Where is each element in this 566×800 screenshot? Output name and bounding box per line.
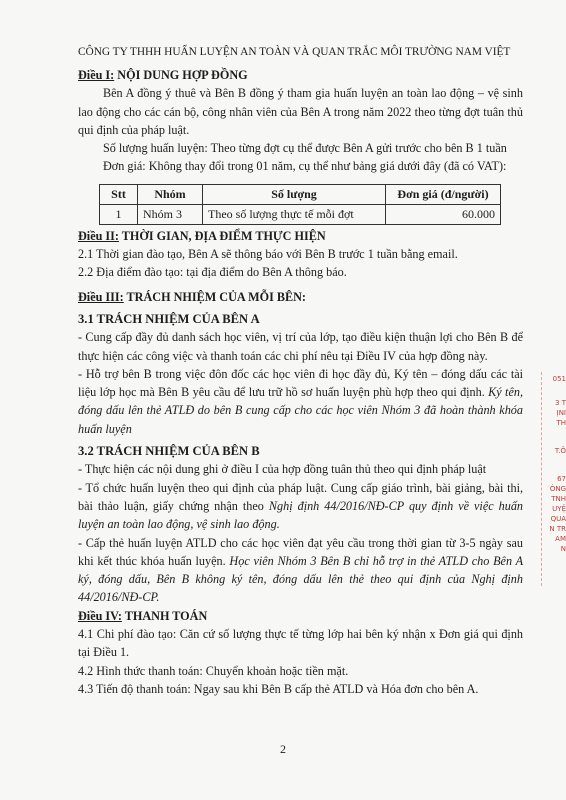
stamp-text: TH [556,419,566,427]
article-2-label: Điều II: [78,228,119,243]
article-3-title: TRÁCH NHIỆM CỦA MỖI BÊN: [126,289,306,304]
stamp-text: N TR [549,525,566,533]
stamp-text: ỊNI [556,409,566,417]
article-2-item-2: 2.2 Địa điểm đào tạo: tại địa điểm do Bên A thông báo. [78,265,347,280]
table-row [100,204,501,224]
table-cell: Theo số lượng thực tế mỗi đợt [203,204,386,224]
party-b-duty-2-text: - Tổ chức huấn luyện theo qui định của pháp luật. Cung cấp giáo trình, bài giảng, bài thi, bài thảo luận, giấy chứng nhận theo [78,480,523,513]
price-table [99,184,501,225]
article-4-item-3: 4.3 Tiến độ thanh toán: Ngay sau khi Bên B cấp thẻ ATLD và Hóa đơn cho bên A. [78,681,479,696]
stamp-text: 051 [552,375,566,383]
party-a-duty-2 [78,365,523,438]
document-body [78,66,523,698]
stamp-text: AM [555,535,566,543]
article-4-title: THANH TOÁN [124,608,208,623]
party-b-duty-3 [78,534,523,607]
price-table-header: Stt [100,184,138,204]
stamp-text: QUA [550,515,566,523]
article-1-label: Điều I: [78,68,115,82]
article-1-para-3: Đơn giá: Không thay đổi trong 01 năm, cụ thể như bảng giá dưới đây (đã có VAT): [103,159,507,174]
table-cell: 1 [100,204,138,224]
article-4-item-1: 4.1 Chi phí đào tạo: Căn cứ số lượng thực tế từng lớp hai bên ký nhận x Đơn giá qui định tại Điều 1. [78,627,523,660]
party-b-duty-3-note: Học viên Nhóm 3 Bên B chỉ hỗ trợ in thẻ ATLD cho Bên A ký, đóng dấu, Bên B không ký tên, đóng dấu lên thẻ theo qui định của Nghị định 44/2016/NĐ-CP. [78,553,524,605]
article-3-label: Điều III: [78,289,124,304]
article-2-item-1: 2.1 Thời gian đào tạo, Bên A sẽ thông báo với Bên B trước 1 tuần bằng email. [78,247,458,262]
stamp-text: ÒNG [549,485,566,493]
article-3-heading [78,288,523,306]
party-a-duty-2-text: - Hỗ trợ bên B trong việc đôn đốc các học viên đi học đầy đủ, Ký tên – đóng dấu các tài liệu lớp học mà Bên B yêu cầu để lưu trữ hồ sơ huấn luyện phù hợp theo qui định. [78,366,523,400]
stamp-text: 67 [557,475,566,483]
party-a-duty-2-note: Ký tên, đóng dấu lên thẻ ATLĐ do bên B cung cấp cho các học viên Nhóm 3 đã hoàn thành khóa huấn luyện [78,385,523,436]
party-b-duty-2 [78,479,523,534]
article-4-heading [78,607,523,625]
stamp-text: UYỆ [552,505,566,513]
article-1-para-2: Số lượng huấn luyện: Theo từng đợt cụ thể được Bên A gửi trước cho bên B 1 tuần [103,141,507,156]
table-cell: Nhóm 3 [138,204,203,224]
company-header: CÔNG TY THHH HUẤN LUYỆN AN TOÀN VÀ QUAN TRẮC MÔI TRƯỜNG NAM VIỆT [78,46,511,58]
section-3-1-heading: 3.1 TRÁCH NHIỆM CỦA BÊN A [78,311,260,326]
page-number: 2 [280,742,286,756]
party-a-duty-1: - Cung cấp đầy đủ danh sách học viên, vị trí của lớp, tạo điều kiện thuận lợi cho Bên B để thực hiện các công việc và thanh toán các chi phí nêu tại Điều IV của hợp đồng này. [78,330,523,363]
article-2-heading [78,227,523,245]
price-table-header: Đơn giá (đ/người) [386,184,501,204]
section-3-2-heading: 3.2 TRÁCH NHIỆM CỦA BÊN B [78,444,260,459]
party-b-duty-3-text: - Cấp thẻ huấn luyện ATLD cho các học viên đạt yêu cầu trong thời gian từ 3-5 ngày sau khi kết thúc khóa huấn luyện. [78,535,523,568]
price-table-header: Số lượng [203,184,386,204]
article-1-heading [78,66,523,84]
stamp-text: TNH [551,495,566,503]
price-table-header-row [100,184,501,204]
article-4-label: Điều IV: [78,608,122,623]
article-1-para-1: Bên A đồng ý thuê và Bên B đồng ý tham gia huấn luyện an toàn lao động – vệ sinh lao động cho các cán bộ, công nhân viên của Bên A trong năm 2022 theo từng đợt tuân thủ qui định của pháp luật. [78,86,523,137]
stamp-text: T.Ô [554,447,566,455]
stamp-text: N [560,545,566,553]
party-b-duty-2-note: Nghị định 44/2016/NĐ-CP quy định về việc huấn luyện an toàn lao động, vệ sinh lao động. [78,498,524,532]
article-2-title: THỜI GIAN, ĐỊA ĐIỂM THỰC HIỆN [121,228,326,243]
red-stamp [540,372,566,586]
stamp-text: 3 T [555,399,566,407]
article-4-item-2: 4.2 Hình thức thanh toán: Chuyển khoản hoặc tiền mặt. [78,663,349,678]
article-1-title: NỘI DUNG HỢP ĐỒNG [117,68,248,82]
table-cell: 60.000 [386,204,501,224]
price-table-header: Nhóm [138,184,203,204]
party-b-duty-1: - Thực hiện các nội dung ghi ở điều I của hợp đồng tuân thủ theo qui định pháp luật [78,462,487,477]
